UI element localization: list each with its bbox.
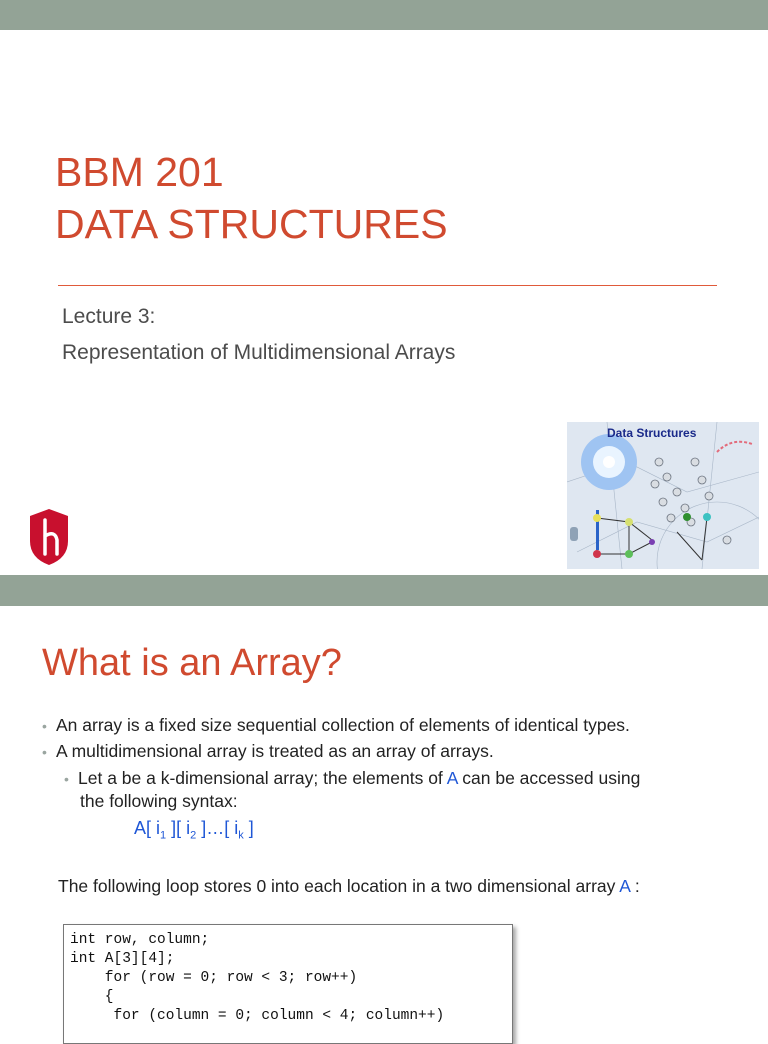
bullet-item: • An array is a fixed size sequential collection of elements of identical types. — [42, 714, 630, 738]
lecture-subtitle — [62, 299, 455, 371]
course-title — [55, 146, 448, 250]
code-block — [63, 924, 513, 1044]
code-line: int row, column; — [70, 932, 210, 948]
array-access-syntax: A[ $i_1$ ][ $i_2$ ]…[ $i_k$ ] — [134, 818, 254, 842]
slide-title: What is an Array? — [42, 642, 342, 684]
code-line: for (column = 0; column < 4; column++) — [70, 1008, 445, 1024]
sub-bullet-continuation: the following syntax: — [80, 791, 238, 811]
bullet-icon: • — [64, 771, 69, 787]
code-line: int A[3][4]; — [70, 951, 175, 967]
code-line: for (row = 0; row < 3; row++) — [70, 970, 358, 986]
array-variable: A — [446, 768, 458, 788]
code-line: { — [70, 989, 114, 1005]
title-rule — [58, 285, 717, 286]
lecture-number: Lecture 3: — [62, 305, 156, 328]
university-logo-icon — [27, 508, 71, 566]
course-code: BBM 201 — [55, 149, 224, 195]
bullet-icon: • — [42, 744, 47, 760]
loop-description: The following loop stores 0 into each location in a two dimensional array A : — [58, 876, 640, 896]
sub-bullet-item: • Let a be a k-dimensional array; the elements of A can be accessed using — [64, 767, 640, 791]
top-band — [0, 0, 768, 30]
data-structures-image — [567, 422, 759, 569]
slide-separator-band — [0, 575, 768, 606]
image-caption: Data Structures — [607, 426, 697, 440]
bullet-icon: • — [42, 718, 47, 734]
course-name: DATA STRUCTURES — [55, 201, 448, 247]
lecture-topic: Representation of Multidimensional Arrays — [62, 341, 456, 364]
array-variable: A — [619, 876, 631, 896]
bullet-item: • A multidimensional array is treated as an array of arrays. — [42, 740, 494, 764]
